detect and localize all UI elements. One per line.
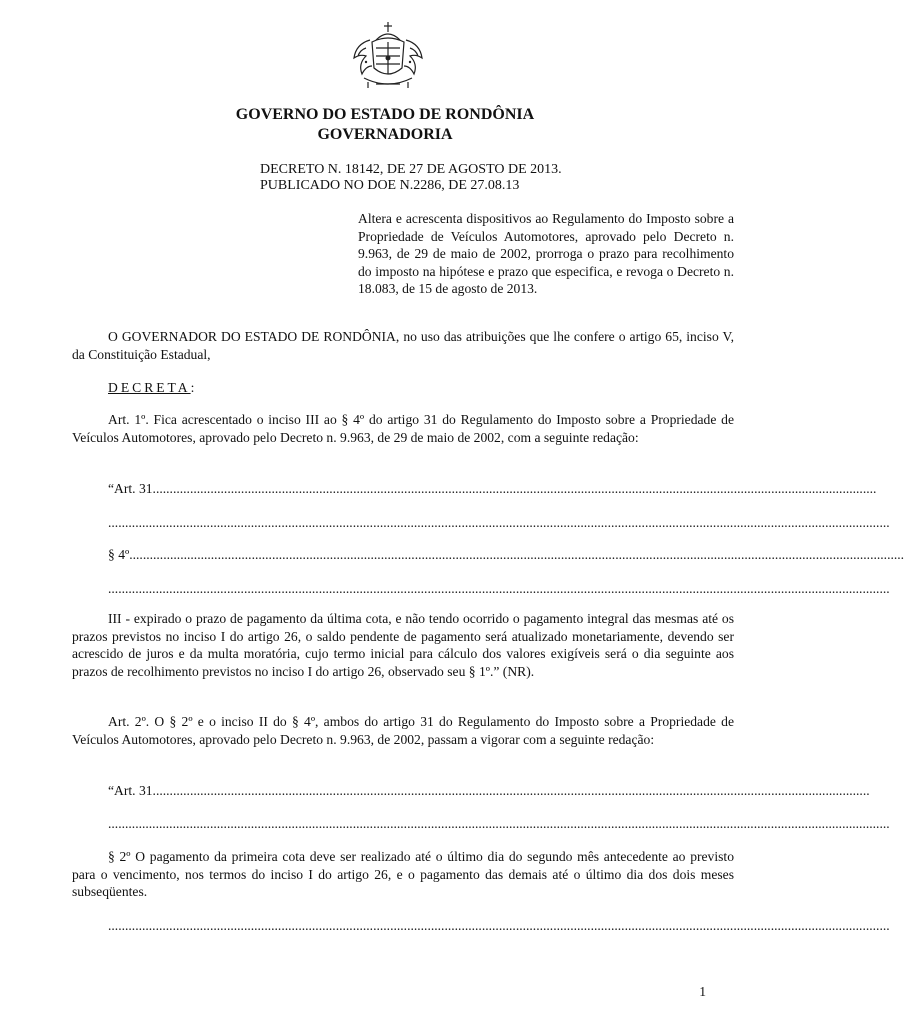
decree-summary: Altera e acrescenta dispositivos ao Regulamento do Imposto sobre a Propriedade de Veículos Automotores, aprovado pelo Decreto n. 9.963, de 29 de maio de 2002, prorroga o prazo para recolhimento do imposto na hipótese e prazo que especifica, e revoga o Decreto n. 18.083, de 15 de agosto de 2013.: [358, 211, 734, 296]
dotted-line: “Art. 31. ..................................................................................................................................................................................................................: [108, 783, 870, 798]
article-1: Art. 1º. Fica acrescentado o inciso III ao § 4º do artigo 31 do Regulamento do Imposto sobre a Propriedade de Veículos Automotores, aprovado pelo Decreto n. 9.963, de 29 de maio de 2002, com a seguinte redação:: [72, 412, 734, 445]
paragraph-4-label: § 4º: [108, 547, 130, 562]
decreta-colon: :: [190, 380, 195, 395]
page-number: 1: [699, 984, 706, 999]
state-coat-of-arms-icon: [346, 18, 430, 96]
article-2: Art. 2º. O § 2º e o inciso II do § 4º, ambos do artigo 31 do Regulamento do Imposto sobre a Propriedade de Veículos Automotores, aprovado pelo Decreto n. 9.963, de 2002, passam a vigorar com a seguinte redação:: [72, 714, 734, 747]
decreta-word: DECRETA: [108, 380, 191, 395]
governor-preamble: [72, 328, 734, 363]
department-title: GOVERNADORIA: [317, 126, 453, 143]
inciso-3: III - expirado o prazo de pagamento da última cota, e não tendo ocorrido o pagamento integral das mesmas até os prazos previstos no inciso I do artigo 26, o saldo pendente de pagamento será atualizado monetariamente, devendo ser acrescido de juros e da multa moratória, cujo termo inicial para cálculo dos valores exigíveis será o dia seguinte aos prazos de recolhimento previstos no inciso I do artigo 26, observado seu § 1º.” (NR).: [72, 611, 734, 679]
decree-number: DECRETO N. 18142, DE 27 DE AGOSTO DE 2013.: [260, 162, 562, 177]
dotted-line: § 4º ....................................................................................................................................................................................................................................: [108, 547, 904, 562]
governor-rest: , no uso das atribuições que lhe confere o artigo 65, inciso V, da Constituição Estadual,: [72, 329, 734, 362]
paragraph-2: § 2º O pagamento da primeira cota deve ser realizado até o último dia do segundo mês antecedente ao previsto para o vencimento, nos termos do inciso I do artigo 26, e o pagamento das demais até o último dia dos dois meses subseqüentes.: [72, 849, 734, 899]
publication-line: PUBLICADO NO DOE N.2286, DE 27.08.13: [260, 178, 520, 193]
governor-lead: O GOVERNADOR DO ESTADO DE RONDÔNIA: [108, 329, 396, 344]
dotted-line: “Art. 31. ....................................................................................................................................................................................................................: [108, 481, 877, 496]
dotted-line: ......................................................................................................................................................................................................................................: [108, 816, 890, 831]
decreta-heading: [108, 379, 194, 397]
art31-label: “Art. 31.: [108, 481, 156, 496]
dotted-line: ......................................................................................................................................................................................................................................: [108, 581, 890, 596]
dotted-line: ......................................................................................................................................................................................................................................: [108, 515, 890, 530]
dotted-line: ......................................................................................................................................................................................................................................: [108, 918, 890, 933]
art31-label-2: “Art. 31.: [108, 783, 156, 798]
government-title: GOVERNO DO ESTADO DE RONDÔNIA: [235, 106, 535, 123]
